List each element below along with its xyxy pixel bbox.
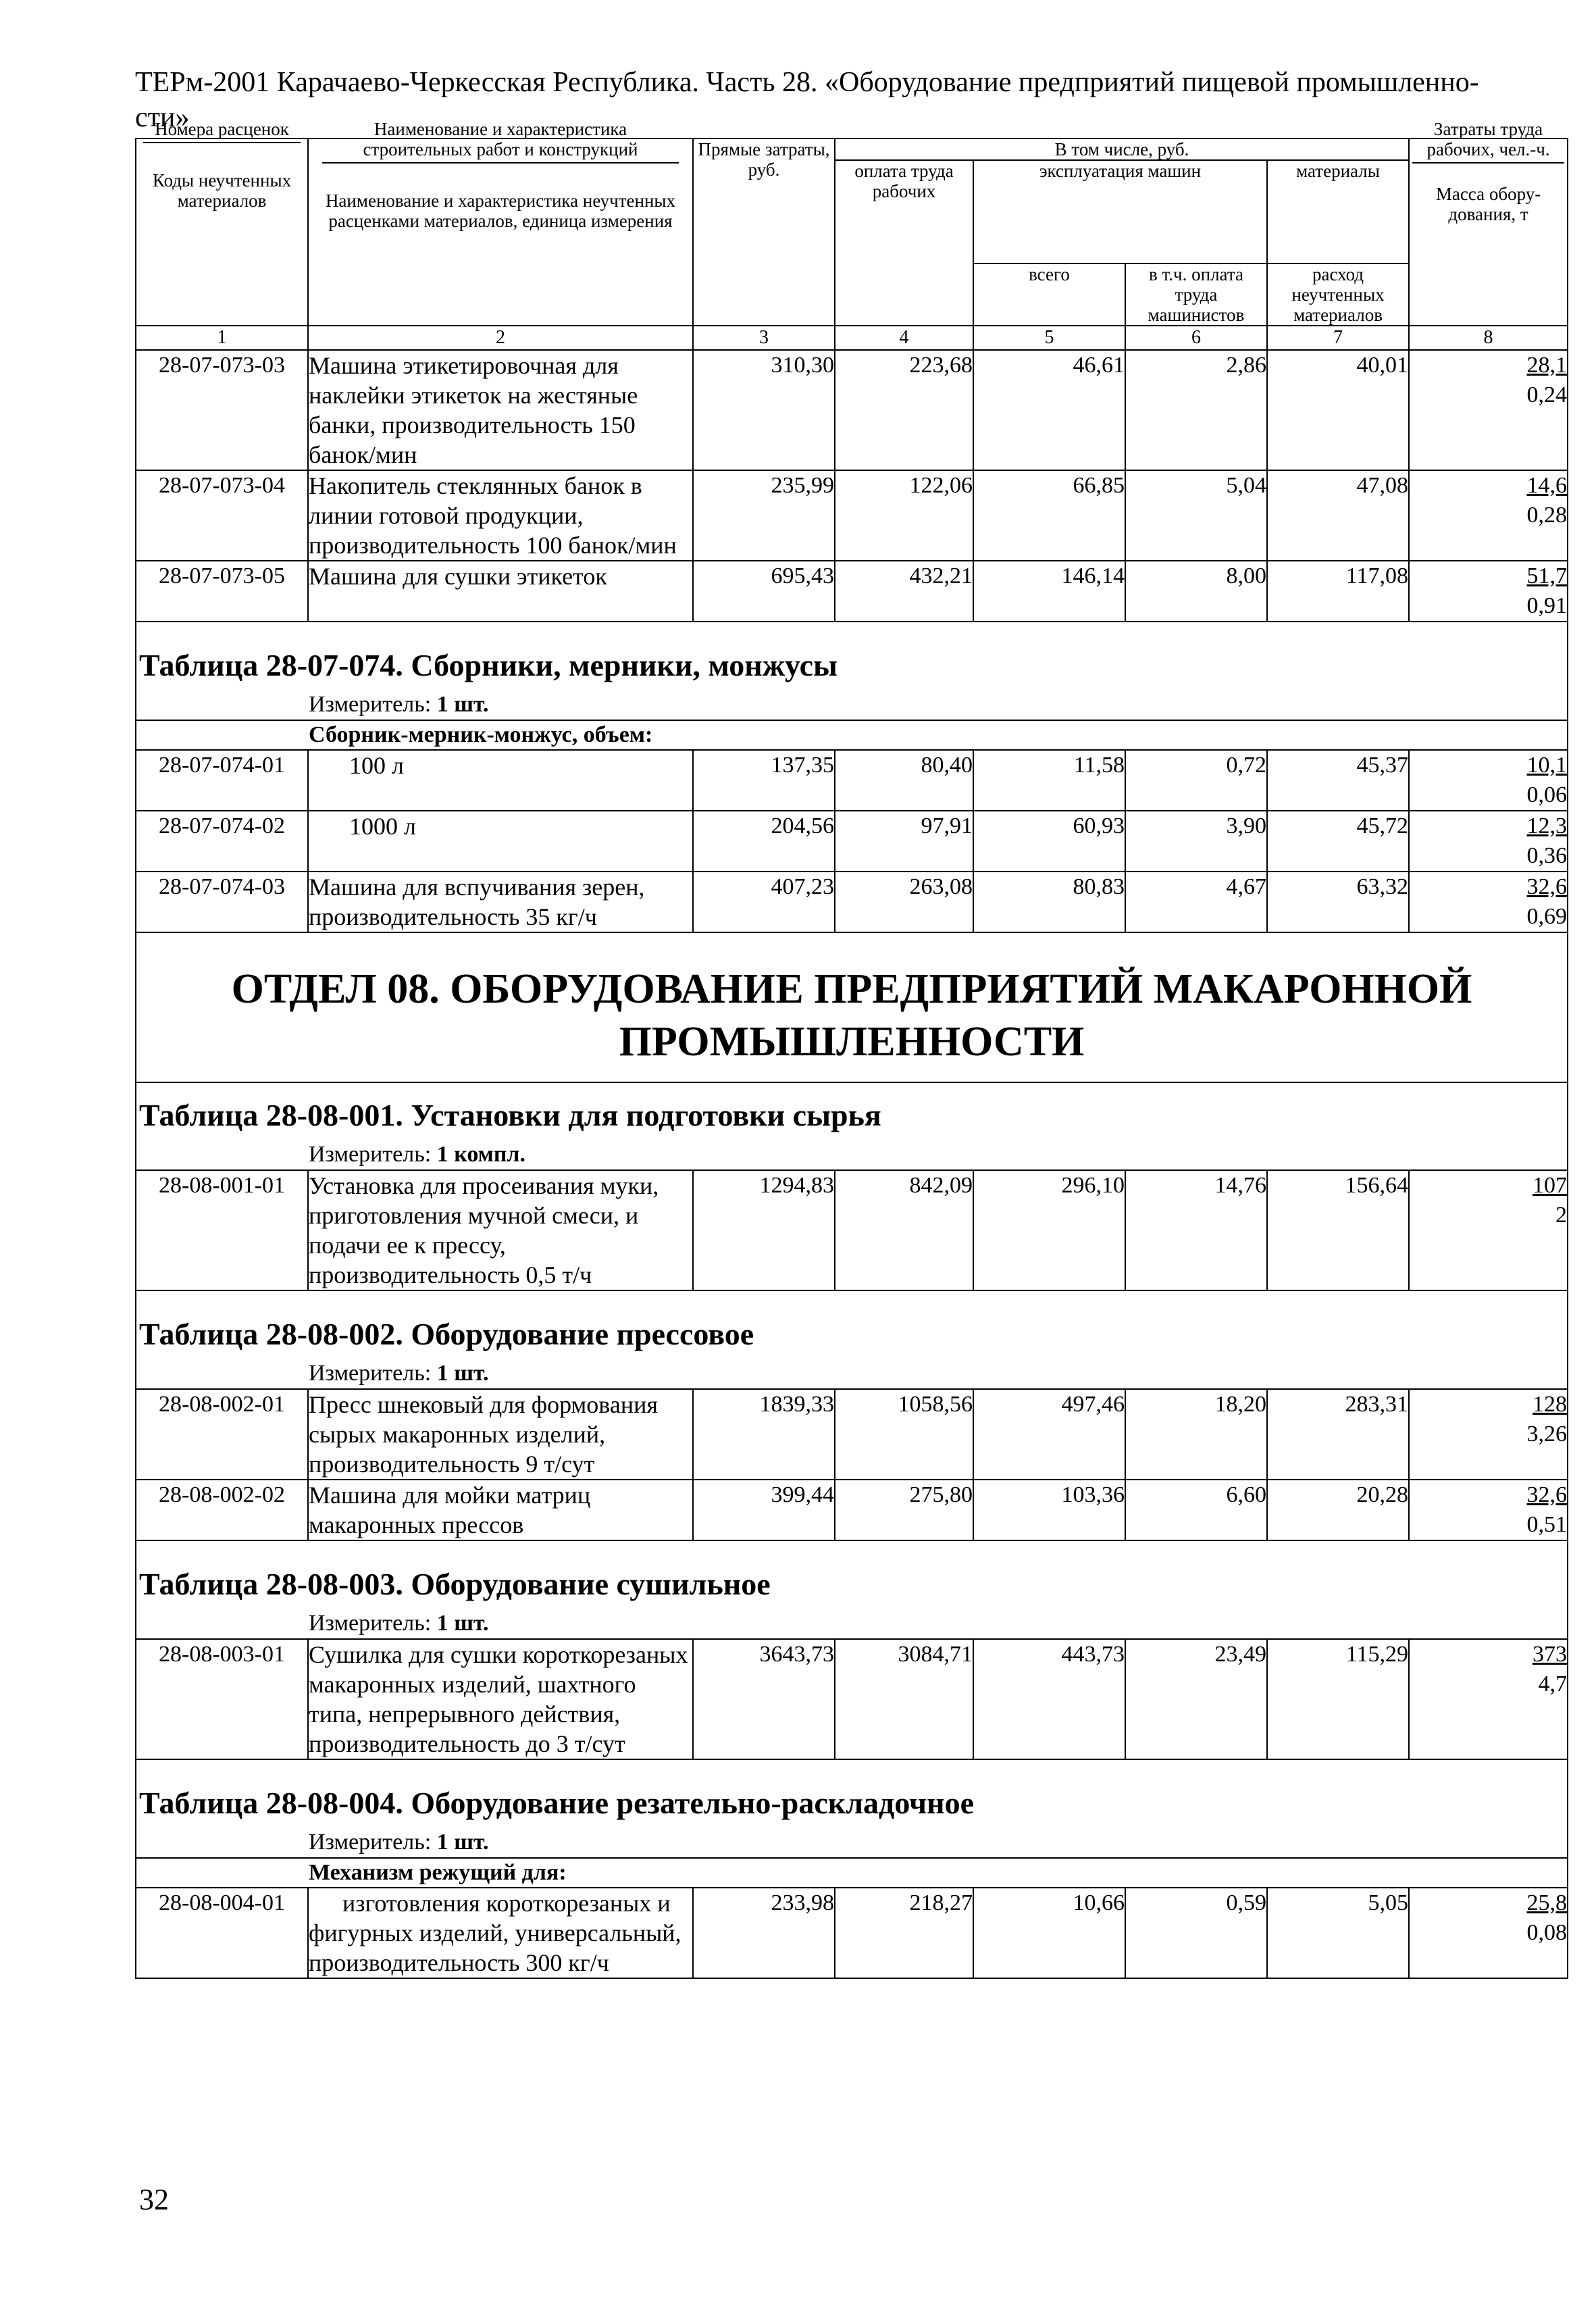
rate-name: 100 л	[308, 750, 693, 811]
measure-label: Измеритель:	[309, 1142, 437, 1167]
machines-header: эксплуатация машин	[973, 160, 1267, 263]
table-row	[136, 470, 1568, 561]
measure-row	[136, 1138, 1568, 1170]
machinists-pay: 8,00	[1125, 561, 1267, 622]
labor-mass-cell	[1409, 561, 1568, 622]
column-numbers-row	[136, 326, 1568, 350]
machinists-pay: 4,67	[1125, 872, 1267, 932]
equipment-mass: 3,26	[1526, 1422, 1568, 1447]
machinists-pay: 23,49	[1125, 1639, 1267, 1759]
rate-code: 28-07-074-02	[136, 811, 308, 872]
table-row	[136, 1389, 1568, 1480]
labor-pay: 223,68	[835, 350, 973, 470]
materials-cost: 40,01	[1267, 350, 1409, 470]
labor-pay: 1058,56	[835, 1389, 973, 1480]
section-title-row	[136, 1082, 1568, 1138]
direct-cost: 1294,83	[693, 1170, 835, 1290]
machinists-pay: 6,60	[1125, 1480, 1267, 1540]
page-number: 32	[139, 2183, 169, 2216]
materials-cost: 20,28	[1267, 1480, 1409, 1540]
machines-total: 497,46	[973, 1389, 1125, 1480]
labor-pay: 263,08	[835, 872, 973, 932]
col-num-6: 6	[1125, 326, 1267, 350]
labor-hours: 10,1	[1526, 753, 1568, 778]
materials-cost: 283,31	[1267, 1389, 1409, 1480]
machines-total: 46,61	[973, 350, 1125, 470]
col-6-header: в т.ч. оплата труда машинистов	[1125, 263, 1267, 326]
equipment-mass: 0,36	[1526, 843, 1568, 868]
rate-code: 28-08-001-01	[136, 1170, 308, 1290]
rate-name: Машина для мойки матриц макаронных прессов	[308, 1480, 693, 1540]
rate-name: Накопитель стеклянных банок в линии готовой продукции, производительность 100 банок/мин	[308, 470, 693, 561]
rates-table	[135, 119, 1568, 1979]
department-row	[136, 932, 1568, 1082]
rate-code: 28-07-074-03	[136, 872, 308, 932]
section-title-row	[136, 622, 1568, 688]
subheading: Сборник-мерник-монжус, объем:	[136, 720, 1568, 750]
machinists-pay: 0,59	[1125, 1888, 1267, 1978]
measure-value: 1 шт.	[436, 1361, 489, 1386]
rate-name: Пресс шнековый для формования сырых макаронных изделий, производительность 9 т/сут	[308, 1389, 693, 1480]
machines-total: 103,36	[973, 1480, 1125, 1540]
col-num-5: 5	[973, 326, 1125, 350]
rate-name: Сушилка для сушки короткорезаных макаронных изделий, шахтного типа, непрерывного действия, производительность до 3 т/сут	[308, 1639, 693, 1759]
labor-hours: 32,6	[1526, 874, 1568, 899]
labor-pay: 218,27	[835, 1888, 973, 1978]
machinists-pay: 2,86	[1125, 350, 1267, 470]
col-num-7: 7	[1267, 326, 1409, 350]
table-row	[136, 1480, 1568, 1540]
materials-cost: 63,32	[1267, 872, 1409, 932]
col-num-2: 2	[308, 326, 693, 350]
materials-cost: 45,37	[1267, 750, 1409, 811]
machines-total: 66,85	[973, 470, 1125, 561]
measure-row	[136, 1357, 1568, 1389]
machinists-pay: 3,90	[1125, 811, 1267, 872]
table-row	[136, 1639, 1568, 1759]
direct-cost: 3643,73	[693, 1639, 835, 1759]
rate-code: 28-07-073-05	[136, 561, 308, 622]
labor-hours: 25,8	[1526, 1890, 1568, 1915]
rate-name: 1000 л	[308, 811, 693, 872]
equipment-mass: 0,51	[1526, 1512, 1568, 1537]
labor-pay: 275,80	[835, 1480, 973, 1540]
table-header-row	[136, 139, 1568, 160]
materials-cost: 47,08	[1267, 470, 1409, 561]
table-row	[136, 561, 1568, 622]
direct-cost: 407,23	[693, 872, 835, 932]
labor-mass-cell	[1409, 1170, 1568, 1290]
table-title: Таблица 28-08-004. Оборудование резательно-раскладочное	[136, 1759, 1568, 1826]
rate-code: 28-08-002-01	[136, 1389, 308, 1480]
labor-pay: 432,21	[835, 561, 973, 622]
direct-cost: 1839,33	[693, 1389, 835, 1480]
table-title: Таблица 28-08-001. Установки для подготовки сырья	[136, 1082, 1568, 1138]
measure-row	[136, 688, 1568, 720]
subheading-row	[136, 720, 1568, 750]
labor-pay: 97,91	[835, 811, 973, 872]
page-header: ТЕРм-2001 Карачаево-Черкесская Республика. Часть 28. «Оборудование предприятий пищевой промышленно-сти»	[135, 67, 1479, 133]
labor-hours: 14,6	[1526, 473, 1568, 498]
department-title: ОТДЕЛ 08. ОБОРУДОВАНИЕ ПРЕДПРИЯТИЙ МАКАРОННОЙ ПРОМЫШЛЕННОСТИ	[136, 932, 1568, 1082]
rate-name: изготовления короткорезаных и фигурных изделий, универсальный, производительность 300 кг/ч	[308, 1888, 693, 1978]
col-2-header-top: Наименование и характеристика строительных работ и конструкций	[322, 119, 679, 164]
labor-mass-cell	[1409, 872, 1568, 932]
equipment-mass: 0,24	[1526, 382, 1568, 407]
measure-line	[136, 688, 1568, 720]
rate-code: 28-07-073-04	[136, 470, 308, 561]
equipment-mass: 2	[1555, 1203, 1568, 1228]
table-title: Таблица 28-07-074. Сборники, мерники, монжусы	[136, 622, 1568, 688]
measure-row	[136, 1607, 1568, 1639]
table-row	[136, 750, 1568, 811]
labor-mass-cell	[1409, 350, 1568, 470]
equipment-mass: 0,06	[1526, 782, 1568, 807]
measure-label: Измеритель:	[309, 1611, 437, 1636]
machinists-pay: 5,04	[1125, 470, 1267, 561]
measure-value: 1 шт.	[436, 1830, 489, 1855]
measure-line	[136, 1138, 1568, 1170]
labor-pay: 122,06	[835, 470, 973, 561]
table-row	[136, 1170, 1568, 1290]
equipment-mass: 0,91	[1526, 593, 1568, 618]
direct-cost: 204,56	[693, 811, 835, 872]
measure-value: 1 компл.	[436, 1142, 526, 1167]
col-3-header: Прямые затраты, руб.	[693, 139, 835, 326]
direct-cost: 310,30	[693, 350, 835, 470]
table-row	[136, 872, 1568, 932]
measure-line	[136, 1357, 1568, 1389]
machines-total: 443,73	[973, 1639, 1125, 1759]
materials-header: материалы	[1267, 160, 1409, 263]
machines-total: 146,14	[973, 561, 1125, 622]
table-title: Таблица 28-08-003. Оборудование сушильное	[136, 1540, 1568, 1607]
labor-pay: 80,40	[835, 750, 973, 811]
labor-hours: 12,3	[1526, 813, 1568, 838]
equipment-mass: 0,28	[1526, 503, 1568, 528]
labor-pay: 842,09	[835, 1170, 973, 1290]
materials-cost: 156,64	[1267, 1170, 1409, 1290]
labor-hours: 373	[1533, 1642, 1568, 1667]
col-num-4: 4	[835, 326, 973, 350]
rate-name: Машина для вспучивания зерен, производительность 35 кг/ч	[308, 872, 693, 932]
machines-total: 296,10	[973, 1170, 1125, 1290]
machines-total: 80,83	[973, 872, 1125, 932]
materials-cost: 117,08	[1267, 561, 1409, 622]
rate-code: 28-08-002-02	[136, 1480, 308, 1540]
rate-code: 28-08-004-01	[136, 1888, 308, 1978]
col-7-header: расход неучтенных материалов	[1267, 263, 1409, 326]
subheading: Механизм режущий для:	[136, 1858, 1568, 1888]
direct-cost: 235,99	[693, 470, 835, 561]
measure-label: Измеритель:	[309, 1830, 437, 1855]
materials-cost: 5,05	[1267, 1888, 1409, 1978]
rate-name: Машина этикетировочная для наклейки этикеток на жестяные банки, производительность 150 банок/мин	[308, 350, 693, 470]
labor-hours: 32,6	[1526, 1482, 1568, 1507]
subheading-row	[136, 1858, 1568, 1888]
rate-name: Машина для сушки этикеток	[308, 561, 693, 622]
table-title: Таблица 28-08-002. Оборудование прессовое	[136, 1290, 1568, 1357]
labor-hours: 51,7	[1526, 563, 1568, 588]
measure-label: Измеритель:	[309, 1361, 437, 1386]
col-1-header-top: Номера расценок	[143, 119, 301, 143]
labor-mass-cell	[1409, 1888, 1568, 1978]
col-2-header	[308, 119, 693, 326]
direct-cost: 233,98	[693, 1888, 835, 1978]
col-8-header-bottom: Масса обору-дования, т	[1435, 184, 1541, 224]
col-8-header	[1409, 119, 1568, 326]
labor-pay: 3084,71	[835, 1639, 973, 1759]
col-2-header-bottom: Наименование и характеристика неучтенных расценками материалов, единица измерения	[325, 191, 676, 231]
measure-row	[136, 1826, 1568, 1858]
equipment-mass: 4,7	[1538, 1671, 1568, 1696]
table-row	[136, 811, 1568, 872]
machinists-pay: 18,20	[1125, 1389, 1267, 1480]
section-title-row	[136, 1540, 1568, 1607]
labor-mass-cell	[1409, 1480, 1568, 1540]
direct-cost: 137,35	[693, 750, 835, 811]
measure-value: 1 шт.	[436, 692, 489, 717]
measure-label: Измеритель:	[309, 692, 437, 717]
section-title-row	[136, 1759, 1568, 1826]
labor-mass-cell	[1409, 1389, 1568, 1480]
equipment-mass: 0,69	[1526, 904, 1568, 929]
labor-mass-cell	[1409, 811, 1568, 872]
col-num-1: 1	[136, 326, 308, 350]
machinists-pay: 0,72	[1125, 750, 1267, 811]
table-row	[136, 1888, 1568, 1978]
measure-line	[136, 1607, 1568, 1639]
col-8-header-top: Затраты труда рабочих, чел.-ч.	[1412, 119, 1564, 164]
measure-value: 1 шт.	[436, 1611, 489, 1636]
direct-cost: 399,44	[693, 1480, 835, 1540]
col-num-8: 8	[1409, 326, 1568, 350]
table-row	[136, 350, 1568, 470]
incl-header: В том числе, руб.	[835, 139, 1409, 160]
col-1-header	[136, 119, 308, 326]
direct-cost: 695,43	[693, 561, 835, 622]
rate-code: 28-07-074-01	[136, 750, 308, 811]
col-num-3: 3	[693, 326, 835, 350]
rate-code: 28-07-073-03	[136, 350, 308, 470]
machinists-pay: 14,76	[1125, 1170, 1267, 1290]
labor-mass-cell	[1409, 1639, 1568, 1759]
labor-hours: 107	[1533, 1173, 1568, 1198]
section-title-row	[136, 1290, 1568, 1357]
machines-total: 10,66	[973, 1888, 1125, 1978]
machines-total: 11,58	[973, 750, 1125, 811]
equipment-mass: 0,08	[1526, 1920, 1568, 1945]
labor-hours: 28,1	[1526, 353, 1568, 378]
materials-cost: 45,72	[1267, 811, 1409, 872]
rate-name: Установка для просеивания муки, приготовления мучной смеси, и подачи ее к прессу, производительность 0,5 т/ч	[308, 1170, 693, 1290]
col-1-header-bottom: Коды неучтенных материалов	[152, 170, 292, 211]
rate-code: 28-08-003-01	[136, 1639, 308, 1759]
col-4-header: оплата труда рабочих	[835, 160, 973, 326]
col-5-header: всего	[973, 263, 1125, 326]
labor-hours: 128	[1533, 1392, 1568, 1417]
machines-total: 60,93	[973, 811, 1125, 872]
materials-cost: 115,29	[1267, 1639, 1409, 1759]
labor-mass-cell	[1409, 750, 1568, 811]
measure-line	[136, 1826, 1568, 1858]
labor-mass-cell	[1409, 470, 1568, 561]
